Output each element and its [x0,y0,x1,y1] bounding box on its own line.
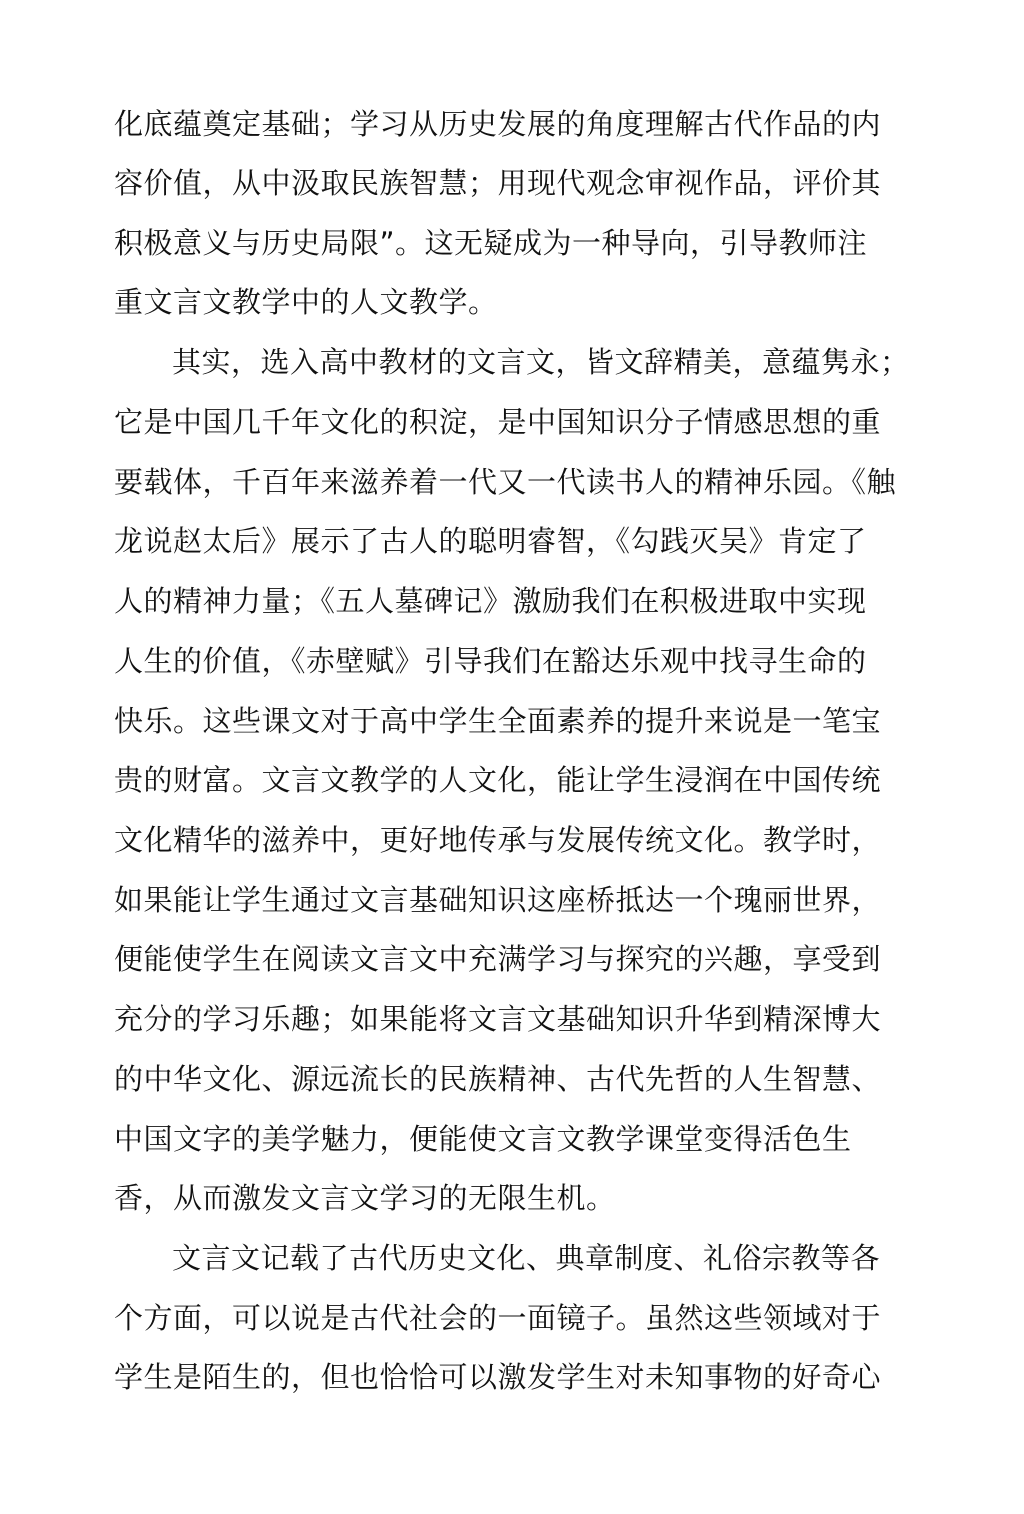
text-line: 的中华文化、源远流长的民族精神、古代先哲的人生智慧、 [114,1062,882,1096]
paragraph-first-line: 文言文记载了古代历史文化、典章制度、礼俗宗教等各 [172,1241,881,1275]
text-line: 人生的价值，《赤壁赋》引导我们在豁达乐观中找寻生命的 [114,644,867,678]
text-line: 贵的财富。文言文教学的人文化，能让学生浸润在中国传统 [114,763,882,797]
text-line: 便能使学生在阅读文言文中充满学习与探究的兴趣，享受到 [114,942,882,976]
text-line: 容价值，从中汲取民族智慧；用现代观念审视作品，评价其 [114,166,882,200]
text-line: 充分的学习乐趣；如果能将文言文基础知识升华到精深博大 [114,1002,882,1036]
text-line: 个方面，可以说是古代社会的一面镜子。虽然这些领域对于 [114,1301,882,1335]
text-line: 它是中国几千年文化的积淀，是中国知识分子情感思想的重 [114,405,882,439]
text-line: 学生是陌生的，但也恰恰可以激发学生对未知事物的好奇心 [114,1360,882,1394]
text-line: 文化精华的滋养中，更好地传承与发展传统文化。教学时， [114,823,882,857]
text-line: 快乐。这些课文对于高中学生全面素养的提升来说是一笔宝 [114,704,882,738]
text-line: 香，从而激发文言文学习的无限生机。 [114,1181,616,1215]
text-line: 积极意义与历史局限”。这无疑成为一种导向，引导教师注 [114,226,868,260]
text-line: 人的精神力量；《五人墓碑记》激励我们在积极进取中实现 [114,584,867,618]
text-line: 龙说赵太后》展示了古人的聪明睿智，《勾践灭吴》肯定了 [114,524,867,558]
text-line: 重文言文教学中的人文教学。 [114,285,498,319]
text-line: 中国文字的美学魅力，便能使文言文教学课堂变得活色生 [114,1122,852,1156]
text-line: 化底蕴奠定基础；学习从历史发展的角度理解古代作品的内 [114,107,882,141]
text-line: 如果能让学生通过文言基础知识这座桥抵达一个瑰丽世界， [114,883,882,917]
text-line: 要载体，千百年来滋养着一代又一代读书人的精神乐园。《触 [114,465,897,499]
paragraph-first-line: 其实，选入高中教材的文言文，皆文辞精美，意蕴隽永； [172,345,910,379]
